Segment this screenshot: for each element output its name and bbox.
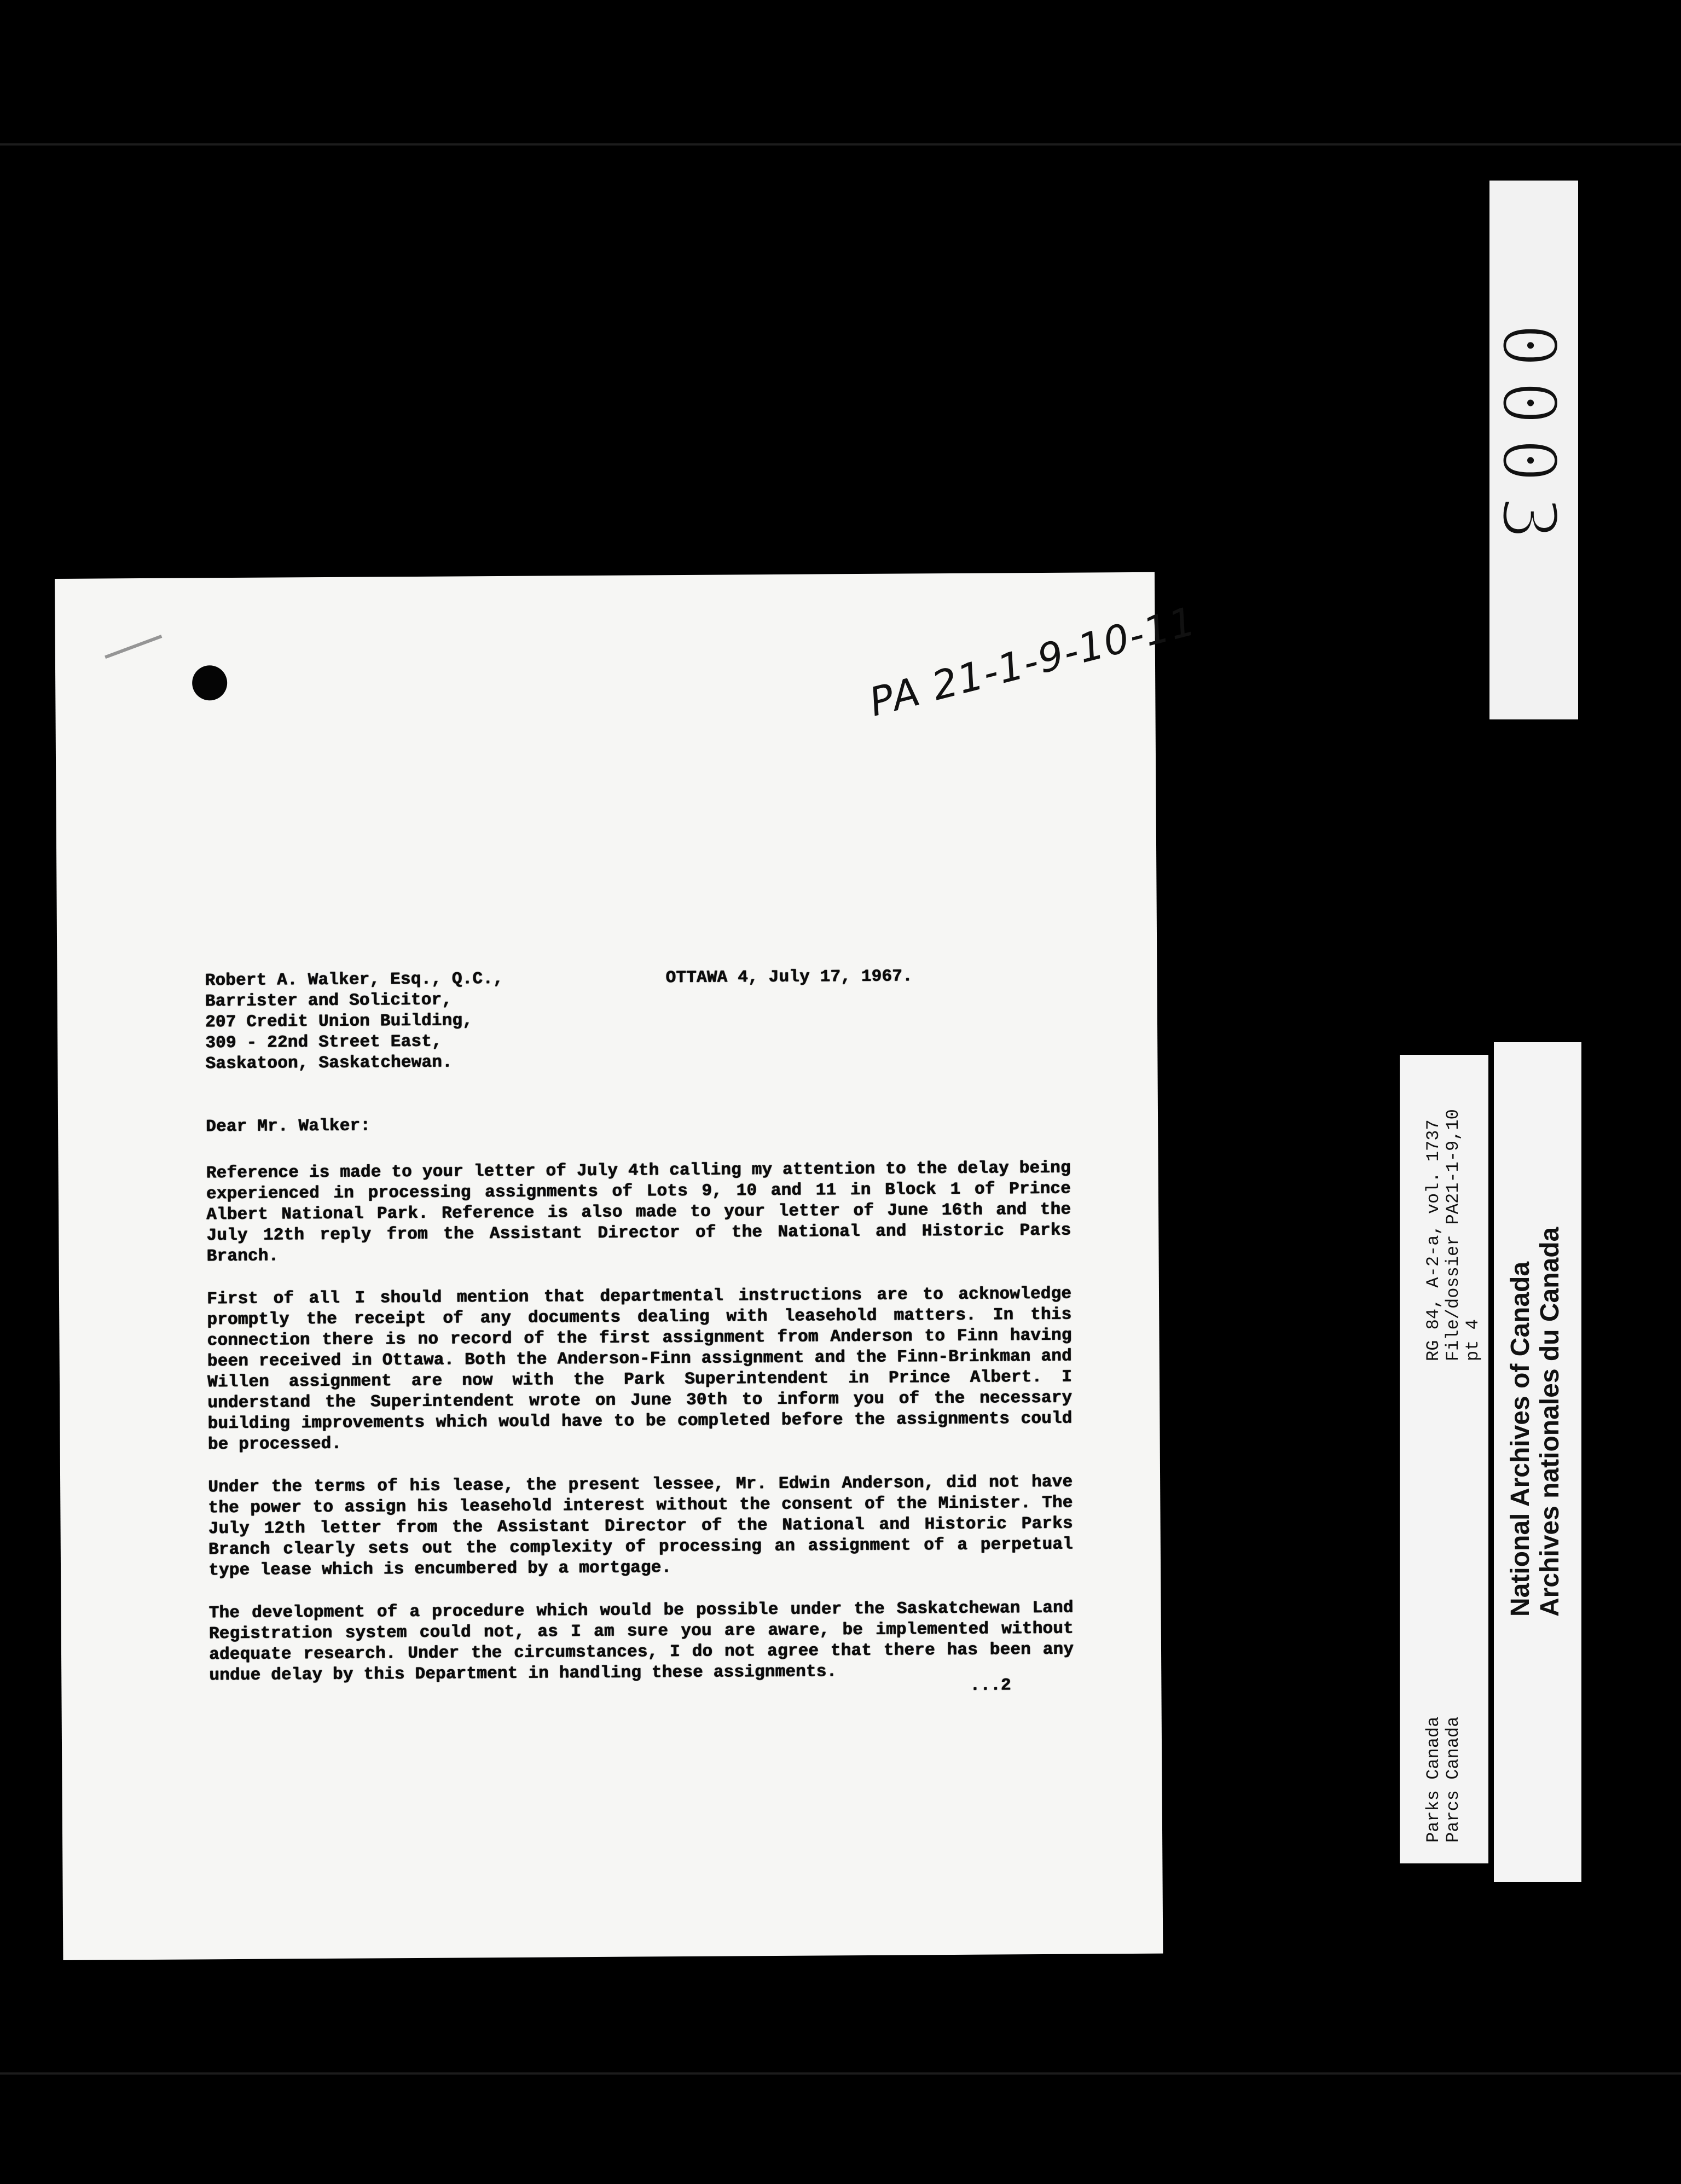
dateline: OTTAWA 4, July 17, 1967. bbox=[665, 967, 913, 988]
address-line: Saskatoon, Saskatchewan. bbox=[205, 1053, 453, 1074]
agency-french: Parcs Canada bbox=[1443, 1716, 1463, 1843]
reference-file-line: File/dossier PA21-1-9,10 bbox=[1443, 1109, 1463, 1361]
page-continuation-marker: ...2 bbox=[970, 1676, 1011, 1695]
frame-number-strip bbox=[1485, 181, 1578, 719]
institution-french: Archives nationales du Canada bbox=[1535, 1227, 1564, 1617]
salutation: Dear Mr. Walker: bbox=[206, 1116, 371, 1137]
archive-institution-label bbox=[1494, 1042, 1581, 1882]
punch-hole bbox=[192, 665, 227, 700]
recipient-address bbox=[205, 968, 588, 1074]
address-line: Robert A. Walker, Esq., Q.C., bbox=[205, 969, 503, 991]
address-line: 207 Credit Union Building, bbox=[205, 1011, 473, 1032]
archive-reference-label bbox=[1400, 1055, 1488, 1863]
scan-border-top bbox=[0, 143, 1681, 146]
frame-number: 0003 bbox=[1485, 322, 1573, 553]
body-paragraph: The development of a procedure which would be possible under the Saskatchewan Land Registration system could not, as I am sure you are aware, be implemented without adequate research. Under the circumstances, I do not agree that there has been any undue delay by this Department in handling these assignments. bbox=[208, 1598, 1074, 1686]
body-paragraph: First of all I should mention that departmental instructions are to acknowledge promptly the receipt of any documents dealing with leasehold matters. In this connection there is no record of the first assignment from Anderson to Finn having been received in Ottawa. Both the Anderson-Finn assignment and the Finn-Brinkman and Willen assignment are now with the Park Superintendent in Prince Albert. I understand the Superintendent wrote on June 30th to inform you of the necessary building improvements which would have to be completed before the assignments could be processed. bbox=[206, 1284, 1073, 1455]
body-paragraph: Under the terms of his lease, the present lessee, Mr. Edwin Anderson, did not have the power to assign his leasehold interest without the consent of the Minister. The July 12th letter from the Assistant Director of the National and Historic Parks Branch clearly sets out the complexity of processing an assignment of a perpetual type lease which is encumbered by a mortgage. bbox=[208, 1472, 1073, 1581]
address-line: Barrister and Solicitor, bbox=[205, 990, 453, 1012]
institution-english: National Archives of Canada bbox=[1506, 1261, 1535, 1617]
body-paragraph: Reference is made to your letter of July 4th calling my attention to the delay being experienced in processing assignments of Lots 9, 10 and 11 in Block 1 of Prince Albert National Park. Reference is also made to your letter of June 16th and the July 12th reply from the Assistant Director of the National and Historic Parks Branch. bbox=[206, 1158, 1071, 1267]
reference-part-line: pt 4 bbox=[1463, 1319, 1483, 1361]
reference-rg-line: RG 84, A-2-a, vol. 1737 bbox=[1423, 1119, 1444, 1361]
agency-english: Parks Canada bbox=[1423, 1716, 1444, 1843]
pencil-mark bbox=[105, 635, 162, 659]
scan-border-bottom bbox=[0, 2072, 1681, 2075]
handwritten-file-reference: PA 21-1-9-10-11 bbox=[865, 597, 1201, 725]
letter-page bbox=[55, 572, 1201, 1960]
address-line: 309 - 22nd Street East, bbox=[205, 1032, 442, 1053]
letter-body bbox=[206, 1158, 1074, 1709]
